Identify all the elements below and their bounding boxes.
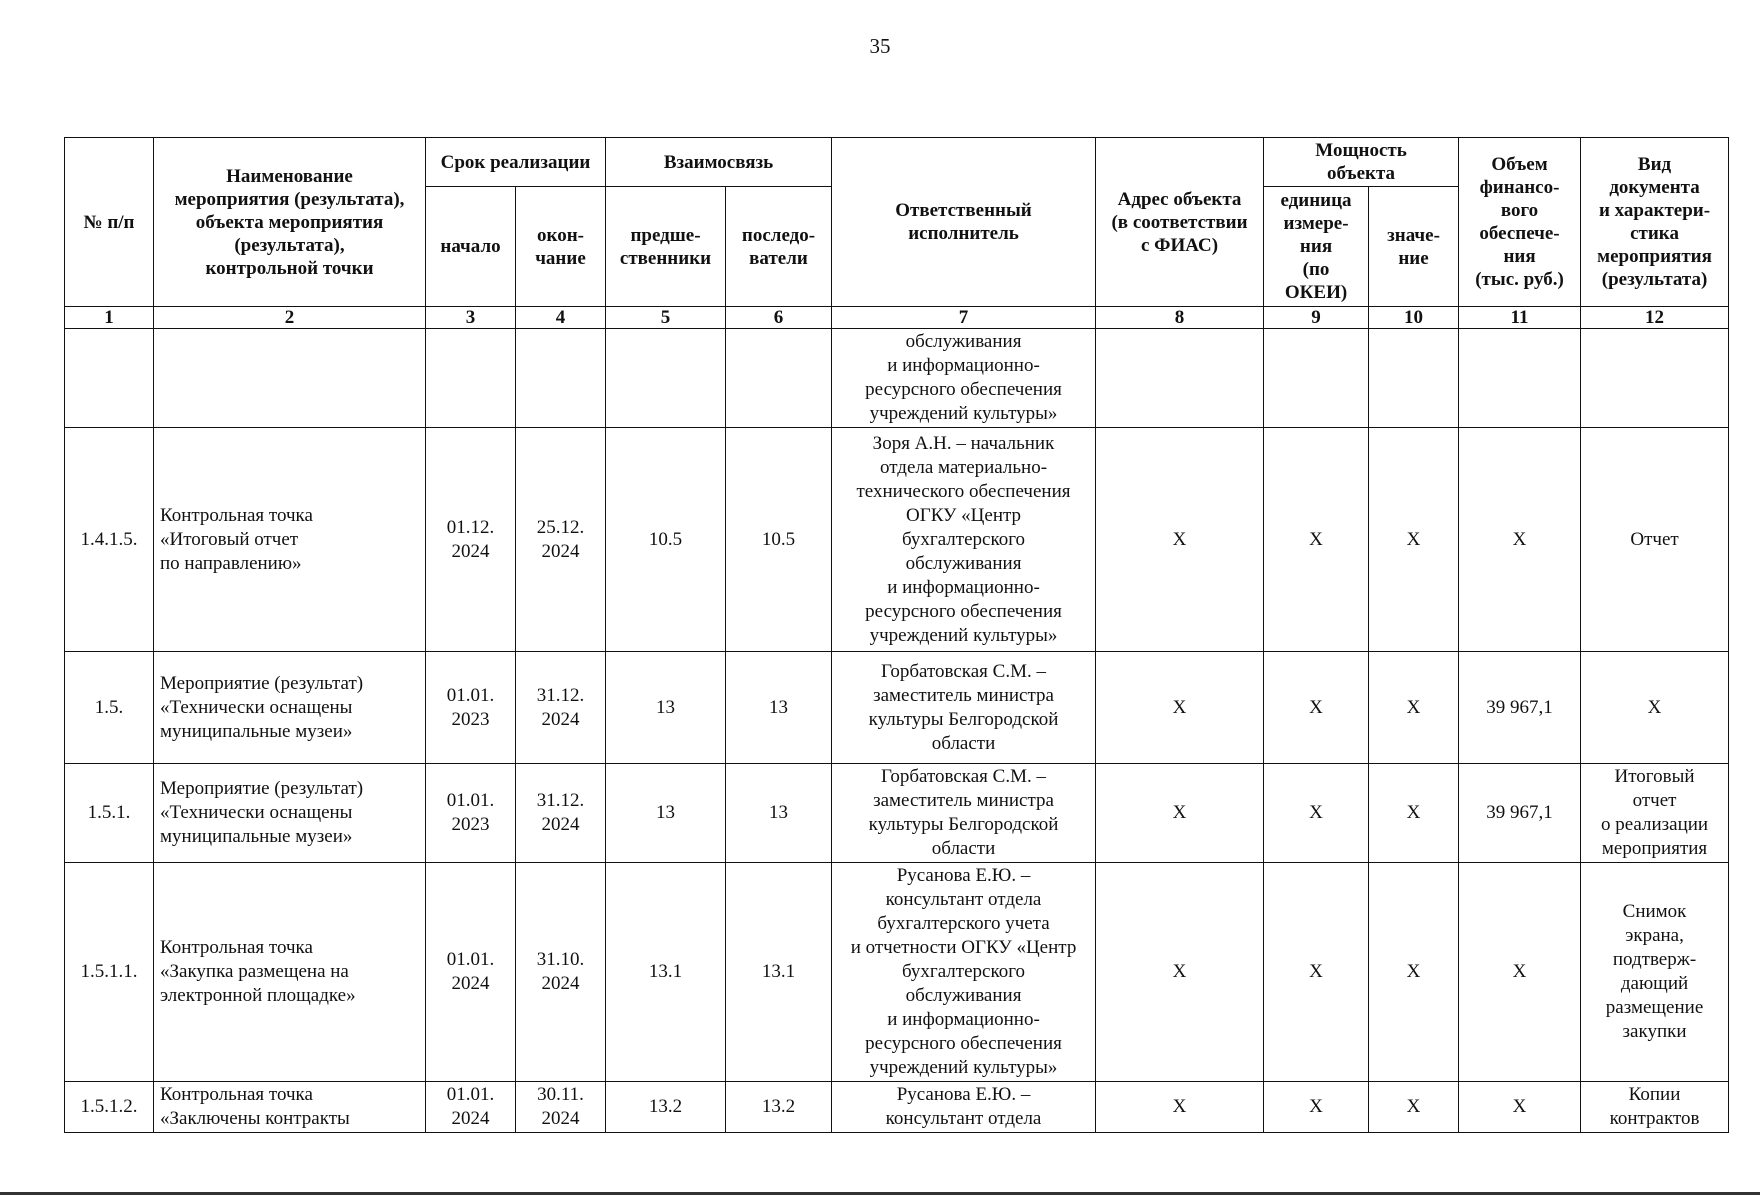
cell-responsible: Горбатовская С.М. – заместитель министра культуры Белгородской области [832, 764, 1096, 863]
cell-doc: Копии контрактов [1581, 1082, 1729, 1133]
cell-value: X [1369, 428, 1459, 652]
cell-end [516, 329, 606, 428]
cell-name: Мероприятие (результат) «Технически оснащены муниципальные музеи» [154, 652, 426, 764]
cell-value: X [1369, 652, 1459, 764]
cell-post: 13.2 [726, 1082, 832, 1133]
cell-name [154, 329, 426, 428]
cell-unit: X [1264, 764, 1369, 863]
header-value: значе- ние [1369, 187, 1459, 307]
header-vzaim: Взаимосвязь [606, 138, 832, 187]
header-end: окон- чание [516, 187, 606, 307]
cell-name: Контрольная точка «Заключены контракты [154, 1082, 426, 1133]
cell-start: 01.01. 2024 [426, 1082, 516, 1133]
cell-post: 13 [726, 764, 832, 863]
cell-doc [1581, 329, 1729, 428]
cell-address: X [1096, 764, 1264, 863]
cell-start: 01.12. 2024 [426, 428, 516, 652]
cell-pred: 13 [606, 764, 726, 863]
cell-post [726, 329, 832, 428]
cell-doc: Снимок экрана, подтверж- дающий размещение закупки [1581, 863, 1729, 1082]
header-name: Наименование мероприятия (результата), объекта мероприятия (результата), контрольной точки [154, 138, 426, 307]
scan-edge-line [0, 1192, 1760, 1195]
cell-unit: X [1264, 863, 1369, 1082]
col-number: 9 [1264, 307, 1369, 329]
header-doc-type: Вид документа и характери- стика мероприятия (результата) [1581, 138, 1729, 307]
cell-end: 25.12. 2024 [516, 428, 606, 652]
header-responsible: Ответственный исполнитель [832, 138, 1096, 307]
header-predecessors: предше- ственники [606, 187, 726, 307]
cell-finance: X [1459, 428, 1581, 652]
header-capacity: Мощность объекта [1264, 138, 1459, 187]
col-number: 1 [65, 307, 154, 329]
cell-responsible: Русанова Е.Ю. – консультант отдела [832, 1082, 1096, 1133]
cell-start: 01.01. 2023 [426, 652, 516, 764]
table-row [65, 329, 1729, 428]
col-number: 6 [726, 307, 832, 329]
table-row [65, 428, 1729, 652]
cell-responsible: Русанова Е.Ю. – консультант отдела бухгалтерского учета и отчетности ОГКУ «Центр бухгалтерского обслуживания и информационно- ресурсного обеспечения учреждений культуры» [832, 863, 1096, 1082]
header-unit: единица измере- ния (по ОКЕИ) [1264, 187, 1369, 307]
cell-num [65, 329, 154, 428]
table-row [65, 1082, 1729, 1133]
col-number: 11 [1459, 307, 1581, 329]
cell-pred: 13.2 [606, 1082, 726, 1133]
cell-post: 13.1 [726, 863, 832, 1082]
cell-doc: Итоговый отчет о реализации мероприятия [1581, 764, 1729, 863]
plan-table [64, 137, 1729, 1133]
cell-start: 01.01. 2023 [426, 764, 516, 863]
cell-responsible: Горбатовская С.М. – заместитель министра культуры Белгородской области [832, 652, 1096, 764]
cell-num: 1.4.1.5. [65, 428, 154, 652]
cell-start [426, 329, 516, 428]
header-srok: Срок реализации [426, 138, 606, 187]
cell-finance [1459, 329, 1581, 428]
col-number: 10 [1369, 307, 1459, 329]
page-number: 35 [869, 34, 891, 58]
header-num: № п/п [65, 138, 154, 307]
col-number: 2 [154, 307, 426, 329]
header-address: Адрес объекта (в соответствии с ФИАС) [1096, 138, 1264, 307]
cell-pred: 13 [606, 652, 726, 764]
cell-finance: 39 967,1 [1459, 764, 1581, 863]
cell-end: 31.10. 2024 [516, 863, 606, 1082]
cell-pred: 13.1 [606, 863, 726, 1082]
cell-end: 31.12. 2024 [516, 652, 606, 764]
cell-post: 10.5 [726, 428, 832, 652]
cell-unit: X [1264, 428, 1369, 652]
col-number: 5 [606, 307, 726, 329]
cell-num: 1.5.1. [65, 764, 154, 863]
cell-pred: 10.5 [606, 428, 726, 652]
col-number: 7 [832, 307, 1096, 329]
col-number: 8 [1096, 307, 1264, 329]
header-successors: последо- ватели [726, 187, 832, 307]
cell-finance: X [1459, 1082, 1581, 1133]
cell-address: X [1096, 1082, 1264, 1133]
cell-value: X [1369, 863, 1459, 1082]
cell-pred [606, 329, 726, 428]
cell-num: 1.5.1.1. [65, 863, 154, 1082]
cell-responsible: Зоря А.Н. – начальник отдела материально- технического обеспечения ОГКУ «Центр бухгалтерского обслуживания и информационно- ресурсного обеспечения учреждений культуры» [832, 428, 1096, 652]
cell-value: X [1369, 1082, 1459, 1133]
table-row [65, 652, 1729, 764]
cell-value [1369, 329, 1459, 428]
cell-unit: X [1264, 1082, 1369, 1133]
table-row [65, 863, 1729, 1082]
cell-doc: Отчет [1581, 428, 1729, 652]
cell-address: X [1096, 428, 1264, 652]
cell-responsible: обслуживания и информационно- ресурсного обеспечения учреждений культуры» [832, 329, 1096, 428]
col-number: 4 [516, 307, 606, 329]
cell-name: Контрольная точка «Закупка размещена на электронной площадке» [154, 863, 426, 1082]
cell-num: 1.5.1.2. [65, 1082, 154, 1133]
header-start: начало [426, 187, 516, 307]
cell-end: 31.12. 2024 [516, 764, 606, 863]
cell-doc: X [1581, 652, 1729, 764]
cell-value: X [1369, 764, 1459, 863]
cell-unit [1264, 329, 1369, 428]
cell-num: 1.5. [65, 652, 154, 764]
cell-address: X [1096, 863, 1264, 1082]
cell-unit: X [1264, 652, 1369, 764]
cell-end: 30.11. 2024 [516, 1082, 606, 1133]
cell-finance: X [1459, 863, 1581, 1082]
header-finance: Объем финансо- вого обеспече- ния (тыс. руб.) [1459, 138, 1581, 307]
cell-post: 13 [726, 652, 832, 764]
cell-address: X [1096, 652, 1264, 764]
col-number: 3 [426, 307, 516, 329]
cell-name: Мероприятие (результат) «Технически оснащены муниципальные музеи» [154, 764, 426, 863]
table-row [65, 764, 1729, 863]
cell-name: Контрольная точка «Итоговый отчет по направлению» [154, 428, 426, 652]
col-number: 12 [1581, 307, 1729, 329]
cell-start: 01.01. 2024 [426, 863, 516, 1082]
cell-finance: 39 967,1 [1459, 652, 1581, 764]
cell-address [1096, 329, 1264, 428]
